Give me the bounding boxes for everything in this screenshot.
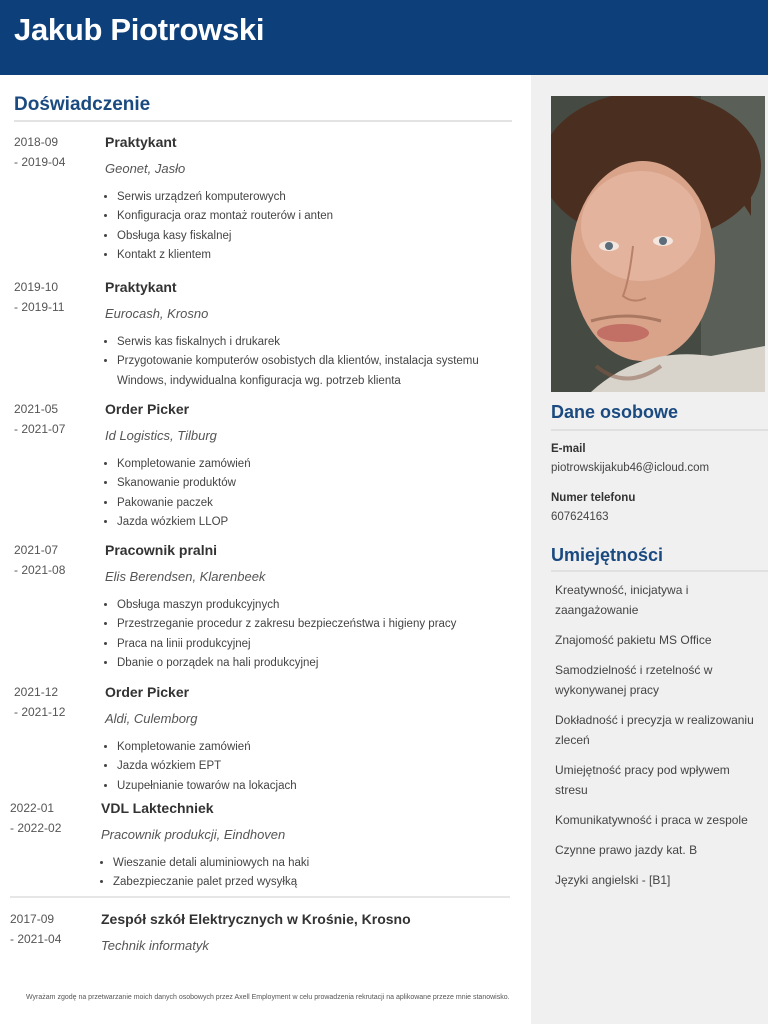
education-end-date: - 2021-04 (10, 932, 62, 946)
education-degree: Technik informatyk (101, 938, 209, 953)
skills-list (555, 580, 765, 900)
job-start-date: 2022-01 (10, 801, 55, 815)
job-duties (117, 188, 507, 265)
sidebar (531, 75, 768, 1024)
job-title: Pracownik pralni (105, 542, 218, 558)
skill-item: Samodzielność i rzetelność w wykonywanej pracy (555, 663, 713, 697)
skill-item: Umiejętność pracy pod wpływem stresu (555, 763, 730, 797)
job-title: Praktykant (105, 279, 177, 295)
job-company: Aldi, Culemborg (105, 711, 198, 726)
education-divider (10, 896, 510, 898)
job-company: Eurocash, Krosno (105, 306, 209, 321)
job-duty: • Wieszanie detali aluminiowych na haki (113, 854, 503, 873)
job-duty: • Przygotowanie komputerów osobistych dla klientów, instalacja systemu Windows, indywidualna konfiguracja wg. potrzeb klienta (117, 352, 502, 391)
job-duties (117, 596, 507, 673)
job-end-date: - 2022-02 (10, 821, 62, 835)
job-start-date: 2019-10 (14, 280, 59, 294)
job-company: Geonet, Jasło (105, 161, 186, 176)
job-end-date: - 2019-11 (14, 300, 65, 314)
skill-item: Dokładność i precyzja w realizowaniu zleceń (555, 713, 754, 747)
candidate-name: Jakub Piotrowski (14, 12, 265, 47)
skills-heading: Umiejętności (551, 545, 664, 565)
job-duty: • Obsługa maszyn produkcyjnych (117, 596, 507, 615)
job-title: Order Picker (105, 401, 190, 417)
job-duty: • Kompletowanie zamówień (117, 455, 507, 474)
job-duties (117, 455, 507, 532)
skill-item: Kreatywność, inicjatywa i zaangażowanie (555, 583, 689, 617)
profile-photo-image (551, 96, 765, 392)
experience-divider (14, 120, 512, 122)
job-dates (14, 540, 94, 580)
job-end-date: - 2021-12 (14, 705, 66, 719)
job-dates (14, 682, 94, 722)
education-school: Zespół szkół Elektrycznych w Krośnie, Krosno (101, 911, 411, 927)
job-start-date: 2021-12 (14, 685, 59, 699)
phone-value: 607624163 (551, 511, 609, 523)
skill-item: Języki angielski - [B1] (555, 873, 671, 887)
job-end-date: - 2021-08 (14, 563, 66, 577)
consent-clause: Wyrażam zgodę na przetwarzanie moich danych osobowych przez Axell Employment w celu prowadzenia rekrutacji na aplikowane przeze mnie stanowisko. (26, 994, 510, 1001)
job-start-date: 2018-09 (14, 135, 59, 149)
job-duty: • Skanowanie produktów (117, 474, 507, 493)
education-dates (10, 909, 61, 949)
job-duty: • Konfiguracja oraz montaż routerów i anten (117, 207, 507, 226)
job-duty: • Zabezpieczanie palet przed wysyłką (113, 873, 503, 892)
job-title: Order Picker (105, 684, 190, 700)
job-duty: • Obsługa kasy fiskalnej (117, 227, 507, 246)
header-bar (0, 0, 768, 75)
personal-data-divider (551, 429, 768, 431)
email-label: E-mail (551, 443, 586, 455)
job-duty: • Serwis urządzeń komputerowych (117, 188, 507, 207)
job-duties (117, 738, 507, 796)
job-end-date: - 2021-07 (14, 422, 66, 436)
job-duty: • Pakowanie paczek (117, 494, 507, 513)
experience-heading: Doświadczenie (14, 94, 151, 115)
job-duty: • Jazda wózkiem LLOP (117, 513, 507, 532)
job-duties (113, 854, 503, 893)
job-start-date: 2021-07 (14, 543, 59, 557)
job-dates (14, 132, 94, 172)
skill-item: Znajomość pakietu MS Office (555, 633, 712, 647)
job-duty: • Kompletowanie zamówień (117, 738, 507, 757)
job-company: Elis Berendsen, Klarenbeek (105, 569, 266, 584)
education-start-date: 2017-09 (10, 912, 55, 926)
job-title: Praktykant (105, 134, 177, 150)
job-duty: • Jazda wózkiem EPT (117, 757, 507, 776)
skill-item: Komunikatywność i praca w zespole (555, 813, 748, 827)
personal-data-heading: Dane osobowe (551, 402, 679, 422)
skill-item: Czynne prawo jazdy kat. B (555, 843, 698, 857)
job-duty: • Praca na linii produkcyjnej (117, 635, 507, 654)
profile-photo (551, 96, 765, 392)
job-duty: • Kontakt z klientem (117, 246, 507, 265)
job-duty: • Uzupełnianie towarów na lokacjach (117, 777, 507, 796)
skills-divider (551, 570, 768, 572)
job-duties (117, 333, 502, 391)
job-dates (10, 798, 90, 838)
main-column (0, 75, 531, 1024)
phone-label: Numer telefonu (551, 492, 636, 504)
job-duty: • Przestrzeganie procedur z zakresu bezpieczeństwa i higieny pracy (117, 615, 507, 634)
job-duty: • Serwis kas fiskalnych i drukarek (117, 333, 502, 352)
job-title: VDL Laktechniek (101, 800, 214, 816)
job-duty: • Dbanie o porządek na hali produkcyjnej (117, 654, 507, 673)
job-company: Pracownik produkcji, Eindhoven (101, 827, 286, 842)
job-dates (14, 277, 94, 317)
job-dates (14, 399, 94, 439)
job-end-date: - 2019-04 (14, 155, 66, 169)
job-start-date: 2021-05 (14, 402, 59, 416)
job-company: Id Logistics, Tilburg (105, 428, 217, 443)
email-value: piotrowskijakub46@icloud.com (551, 462, 710, 474)
